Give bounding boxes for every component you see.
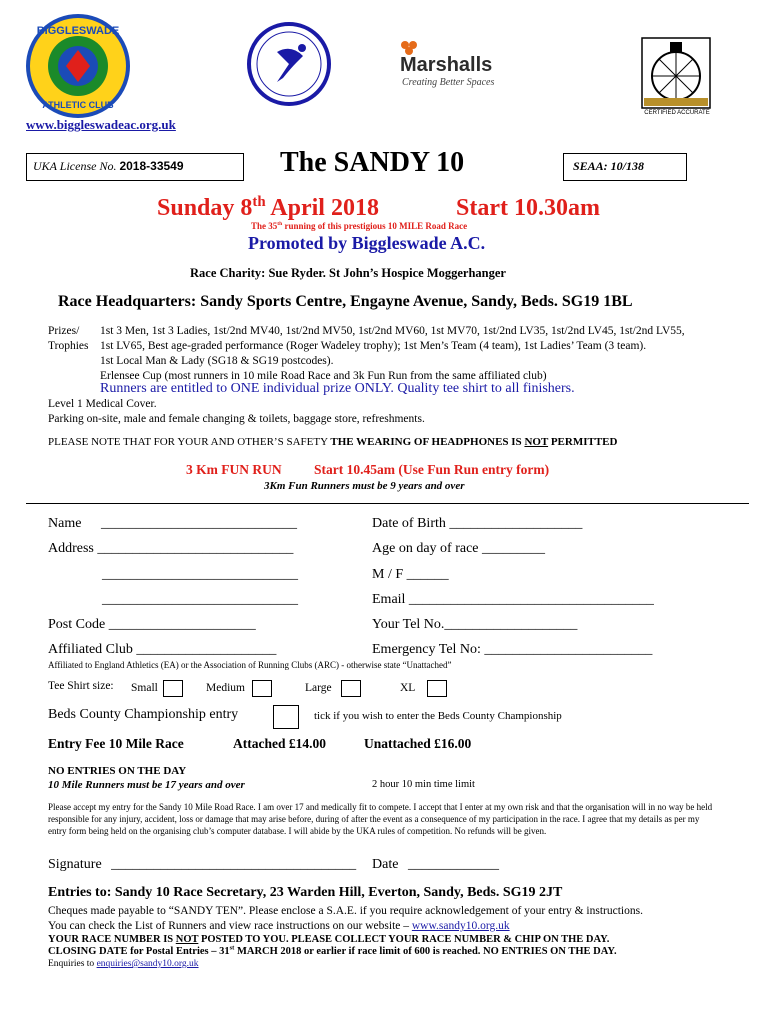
postcode-label: Post Code (48, 617, 106, 632)
prizes-list (100, 324, 685, 384)
address-input-line-3[interactable]: ____________________________ (102, 592, 298, 607)
prizes-label (48, 324, 88, 354)
postcode-input-line[interactable]: _____________________ (108, 617, 256, 632)
signature-field[interactable] (48, 857, 356, 873)
telephone-field[interactable]: Your Tel No.___________________ (372, 617, 578, 632)
fun-run-title: 3 Km FUN RUN (186, 462, 282, 477)
date-label: Date (372, 857, 399, 872)
divider (26, 503, 749, 504)
course-measured-caption: CERTIFIED ACCURATE (644, 110, 710, 116)
closing-post: MARCH 2018 or earlier if race limit of 600 is reached. NO ENTRIES ON THE DAY. (234, 946, 617, 957)
license-number: 2018-33549 (119, 159, 184, 173)
one-prize-note: Runners are entitled to ONE individual prize ONLY. Quality tee shirt to all finishers. (100, 381, 575, 396)
license-box (26, 153, 244, 181)
signature-label: Signature (48, 857, 102, 872)
running-number-text: running of this prestigious 10 MILE Road Race (282, 221, 468, 231)
promoted-by: Promoted by Biggleswade A.C. (248, 233, 486, 253)
website-info-text: You can check the List of Runners and view race instructions on our website – (48, 920, 412, 932)
tee-large-label: Large (305, 682, 332, 695)
club-field[interactable] (48, 642, 276, 658)
cheques-info: Cheques made payable to “SANDY TEN”. Please enclose a S.A.E. if you require acknowledgement of your entry & instructions. (48, 905, 643, 917)
tee-large-option[interactable] (305, 680, 361, 697)
enquiries-email-link[interactable]: enquiries@sandy10.org.uk (96, 959, 199, 969)
club-website-link[interactable]: www.biggleswadeac.org.uk (26, 117, 176, 132)
tee-medium-label: Medium (206, 682, 245, 695)
tee-shirt-label: Tee Shirt size: (48, 680, 114, 692)
prizes-line-1: 1st 3 Men, 1st 3 Ladies, 1st/2nd MV40, 1st/2nd MV50, 1st/2nd MV60, 1st MV70, 1st/2nd LV35, 1st/2nd LV45, 1st/2nd LV55, (100, 325, 685, 337)
tee-xl-option[interactable] (400, 680, 447, 697)
prizes-line-4: Erlensee Cup (most runners in 10 mile Road Race and 3k Fun Run from the same affiliated club) (100, 370, 547, 382)
name-field[interactable] (48, 516, 297, 532)
entry-fee-label: Entry Fee 10 Mile Race (48, 736, 184, 751)
address-label: Address (48, 541, 94, 556)
date-input-line[interactable]: _____________ (407, 857, 499, 872)
tee-small-label: Small (131, 682, 158, 695)
address-input-line-1[interactable]: ____________________________ (97, 541, 294, 556)
club-label: Affiliated Club (48, 642, 133, 657)
course-measured-logo (640, 36, 712, 122)
emergency-tel-field[interactable]: Emergency Tel No: ________________________ (372, 642, 653, 657)
closing-date (48, 946, 617, 957)
enquiries (48, 959, 199, 969)
headphones-pre: PLEASE NOTE THAT FOR YOUR AND OTHER’S SAFETY (48, 436, 331, 448)
postcode-field[interactable] (48, 617, 256, 633)
medical-cover: Level 1 Medical Cover. (48, 398, 157, 410)
tee-small-option[interactable] (131, 680, 183, 697)
club-logo-top-text: BIGGLESWADE (36, 25, 120, 37)
tee-shirt-row (48, 680, 114, 692)
headphones-bold: THE WEARING OF HEADPHONES IS (330, 436, 525, 448)
facilities: Parking on-site, male and female changing & toilets, baggage store, refreshments. (48, 413, 425, 425)
race-date-month: April 2018 (265, 195, 379, 221)
fun-run-age: 3Km Fun Runners must be 9 years and over (264, 480, 465, 492)
no-entries-on-day: NO ENTRIES ON THE DAY (48, 765, 187, 777)
tee-xl-label: XL (400, 682, 415, 695)
marshalls-tagline: Creating Better Spaces (402, 77, 495, 88)
closing-sup: st (229, 944, 235, 952)
name-input-line[interactable]: ____________________________ (100, 516, 297, 531)
collect-not: NOT (175, 934, 199, 945)
race-date (157, 195, 379, 222)
signature-input-line[interactable]: ___________________________________ (111, 857, 357, 872)
race-charity: Race Charity: Sue Ryder. St John’s Hospice Moggerhanger (190, 266, 506, 280)
club-logo (22, 14, 134, 118)
beds-county-note: tick if you wish to enter the Beds County Championship (314, 710, 562, 722)
collect-number-notice (48, 934, 609, 945)
sandy10-logo (247, 22, 331, 106)
marshalls-logo (398, 40, 518, 90)
gender-field[interactable]: M / F ______ (372, 567, 449, 582)
prizes-label-1: Prizes/ (48, 325, 80, 337)
enquiries-label: Enquiries to (48, 959, 97, 969)
entry-fee-unattached: Unattached £16.00 (364, 736, 472, 751)
address-field[interactable] (48, 541, 293, 557)
headphones-post: PERMITTED (548, 436, 618, 448)
website-info (48, 920, 510, 932)
running-number-main: The 35 (251, 221, 278, 231)
headphones-not: NOT (524, 436, 549, 448)
sandy10-website-link[interactable]: www.sandy10.org.uk (411, 920, 510, 932)
collect-pre: YOUR RACE NUMBER IS (48, 934, 176, 945)
declaration: Please accept my entry for the Sandy 10 Mile Road Race. I am over 17 and medically fit to compete. I accept that I enter at my own risk and that the organisation will in no way be held responsible for any injury, accident, loss or damage that may arise before, during of after the event as a consequence of my participation in the race. I agree that my details as per my entry form being held on the organising club’s computer database. I will abide by the UKA rules of competition. No refunds will be given. (48, 802, 713, 836)
age-on-day-field[interactable]: Age on day of race _________ (372, 541, 546, 556)
beds-county-checkbox[interactable] (273, 705, 299, 729)
minimum-age-note: 10 Mile Runners must be 17 years and over (48, 779, 245, 791)
headphones-notice (48, 436, 617, 448)
seaa-number: SEAA: 10/138 (573, 159, 645, 173)
dob-field[interactable]: Date of Birth ___________________ (372, 516, 583, 531)
date-field[interactable] (372, 857, 499, 873)
prizes-label-2: Trophies (48, 340, 89, 352)
seaa-box (563, 153, 687, 181)
license-label: UKA License No. (33, 159, 117, 173)
race-start-time: Start 10.30am (456, 195, 600, 221)
club-input-line[interactable]: ____________________ (136, 642, 277, 657)
tee-medium-checkbox[interactable] (252, 680, 272, 697)
affiliated-note: Affiliated to England Athletics (EA) or the Association of Running Clubs (ARC) - otherwise state “Unattached” (48, 660, 452, 670)
prizes-line-3: 1st Local Man & Lady (SG18 & SG19 postcodes). (100, 355, 334, 367)
club-logo-bottom-text: ATHLETIC CLUB (42, 100, 114, 110)
beds-county-label: Beds County Championship entry (48, 707, 239, 722)
time-limit: 2 hour 10 min time limit (372, 779, 475, 790)
race-title: The SANDY 10 (280, 147, 465, 178)
marshalls-name: Marshalls (400, 54, 493, 76)
tee-large-checkbox[interactable] (341, 680, 361, 697)
running-number (251, 221, 467, 231)
fun-run-start: Start 10.45am (Use Fun Run entry form) (314, 462, 550, 477)
email-field[interactable]: Email ___________________________________ (372, 592, 654, 607)
race-headquarters: Race Headquarters: Sandy Sports Centre, Engayne Avenue, Sandy, Beds. SG19 1BL (58, 293, 633, 310)
entries-address: Entries to: Sandy 10 Race Secretary, 23 Warden Hill, Everton, Sandy, Beds. SG19 2JT (48, 885, 563, 900)
tee-medium-option[interactable] (206, 680, 272, 697)
address-input-line-2[interactable]: ____________________________ (102, 567, 298, 582)
name-label: Name (48, 516, 82, 531)
entry-fee-attached: Attached £14.00 (233, 736, 326, 751)
race-date-sup: th (252, 194, 266, 210)
tee-small-checkbox[interactable] (163, 680, 183, 697)
race-date-main: Sunday 8 (157, 195, 253, 221)
collect-post: POSTED TO YOU. PLEASE COLLECT YOUR RACE NUMBER & CHIP ON THE DAY. (198, 934, 610, 945)
prizes-line-2: 1st LV65, Best age-graded performance (Roger Wadeley trophy); 1st Men’s Team (4 team), 1st Ladies’ Team (3 team). (100, 340, 647, 352)
running-number-sup: th (277, 221, 283, 227)
closing-pre: CLOSING DATE for Postal Entries – 31 (48, 946, 230, 957)
tee-xl-checkbox[interactable] (427, 680, 447, 697)
